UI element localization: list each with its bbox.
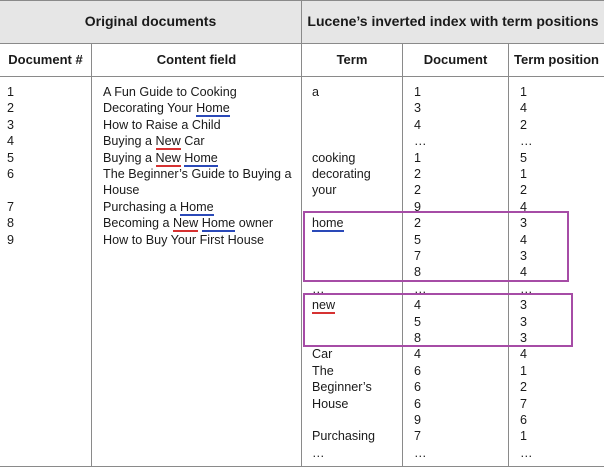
index-document: 2	[414, 183, 422, 198]
group-divider	[301, 0, 302, 467]
document-content	[103, 182, 139, 198]
document-content	[103, 199, 214, 215]
index-term-position: 4	[520, 232, 528, 247]
column-header-document-number: Document #	[8, 52, 83, 67]
index-term	[312, 428, 375, 444]
index-document: 5	[414, 232, 422, 247]
document-content	[103, 166, 292, 182]
index-term-position: …	[520, 445, 533, 460]
term-text: The	[312, 363, 334, 378]
new-word-underlined: New	[155, 150, 181, 165]
index-document: 4	[414, 347, 422, 362]
index-term-position: 4	[520, 265, 528, 280]
document-content	[103, 232, 264, 248]
new-word-underlined: New	[155, 134, 181, 149]
index-document: 7	[414, 429, 422, 444]
index-term-position: 2	[520, 380, 528, 395]
index-document: 8	[414, 331, 422, 345]
index-document: 8	[414, 265, 422, 280]
document-number: 3	[7, 117, 15, 132]
content-text: Becoming a	[103, 216, 174, 231]
new-word-underlined: New	[173, 216, 199, 231]
index-term-position: 5	[520, 150, 528, 165]
index-term-position: 4	[520, 347, 528, 362]
index-document: 5	[414, 314, 422, 329]
index-document: 4	[414, 298, 422, 313]
index-term-position: …	[520, 281, 533, 296]
content-text: How to Buy Your First House	[103, 232, 264, 247]
index-term-position: …	[520, 134, 533, 149]
column-header-content-field: Content field	[156, 52, 237, 67]
index-document: 9	[414, 199, 422, 214]
index-term	[312, 379, 372, 395]
index-document: 9	[414, 413, 422, 427]
home-word-underlined: Home	[201, 216, 236, 231]
term-text: cooking	[312, 150, 356, 165]
column-header-document: Document	[423, 52, 488, 67]
document-number: 6	[7, 167, 15, 181]
content-text: The Beginner’s Guide to Buying a	[103, 167, 292, 181]
group-title-original-documents: Original documents	[84, 13, 217, 29]
index-term	[312, 346, 332, 362]
content-text: Buying a	[103, 150, 156, 165]
home-postings-box	[303, 211, 569, 282]
term-text: Purchasing	[312, 429, 376, 444]
content-text: Car	[180, 134, 205, 149]
document-number: 2	[7, 101, 15, 116]
index-term	[312, 396, 348, 412]
document-content	[103, 84, 237, 100]
index-document: 3	[414, 101, 422, 116]
index-document: 2	[414, 167, 422, 181]
term-text: decorating	[312, 167, 371, 181]
index-term-position: 3	[520, 216, 528, 231]
index-term-position: 3	[520, 314, 528, 329]
term-text: new	[312, 298, 336, 313]
index-document: 1	[414, 85, 422, 99]
index-document: …	[414, 445, 427, 460]
index-term	[312, 182, 337, 198]
index-term-position: 4	[520, 101, 528, 116]
term-text: a	[312, 85, 320, 99]
index-term-position: 1	[520, 167, 528, 181]
content-text: Buying a	[103, 134, 156, 149]
index-document: 4	[414, 117, 422, 132]
index-term	[312, 445, 325, 461]
index-term-position: 1	[520, 85, 528, 99]
index-term-position: 6	[520, 413, 528, 427]
content-text: House	[103, 183, 140, 198]
index-document: 6	[414, 380, 422, 395]
index-document: 6	[414, 396, 422, 411]
content-text: A Fun Guide to Cooking	[103, 85, 237, 99]
index-term-position: 7	[520, 396, 528, 411]
term-text: home	[312, 216, 344, 231]
group-title-inverted-index: Lucene’s inverted index with term positions	[307, 13, 599, 29]
term-text: your	[312, 183, 337, 198]
document-number: 4	[7, 134, 15, 149]
index-term	[312, 363, 334, 379]
content-text: owner	[235, 216, 274, 231]
index-document: 6	[414, 363, 422, 378]
document-number: 7	[7, 199, 15, 214]
index-document: …	[414, 134, 427, 149]
index-document: 2	[414, 216, 422, 231]
term-text: House	[312, 396, 349, 411]
home-word-underlined: Home	[184, 150, 218, 165]
home-word-underlined: Home	[180, 199, 214, 214]
document-content	[103, 117, 221, 133]
index-term	[312, 166, 371, 182]
index-term-position: 2	[520, 117, 528, 132]
index-document: …	[414, 281, 427, 296]
term-text: Beginner’s	[312, 380, 372, 395]
document-number: 1	[7, 85, 15, 99]
index-term-position: 1	[520, 363, 528, 378]
home-word-underlined: Home	[196, 101, 230, 116]
document-number: 9	[7, 232, 15, 247]
top-rule	[0, 0, 604, 1]
document-content	[103, 133, 205, 149]
index-term-position: 2	[520, 183, 528, 198]
document-number: 8	[7, 216, 15, 231]
index-term-position: 3	[520, 249, 528, 263]
column-header-term-position: Term position	[514, 52, 599, 67]
index-term	[312, 84, 319, 100]
divider-doc-content	[91, 43, 92, 467]
column-header-term: Term	[336, 52, 368, 67]
index-term-position: 3	[520, 298, 528, 313]
term-text: …	[312, 445, 325, 460]
term-text: …	[312, 281, 325, 296]
content-text: Decorating Your	[103, 101, 197, 116]
document-content	[103, 215, 273, 231]
term-text: Car	[312, 347, 333, 362]
document-content	[103, 100, 230, 116]
content-text: Purchasing a	[103, 199, 181, 214]
document-number: 5	[7, 150, 15, 165]
document-content	[103, 150, 218, 166]
index-term-position: 1	[520, 429, 528, 444]
index-term-position: 4	[520, 199, 528, 214]
index-term	[312, 150, 355, 166]
new-postings-box	[303, 293, 573, 347]
index-document: 7	[414, 249, 422, 263]
index-document: 1	[414, 150, 422, 165]
content-text: How to Raise a Child	[103, 117, 221, 132]
index-term-position: 3	[520, 331, 528, 345]
